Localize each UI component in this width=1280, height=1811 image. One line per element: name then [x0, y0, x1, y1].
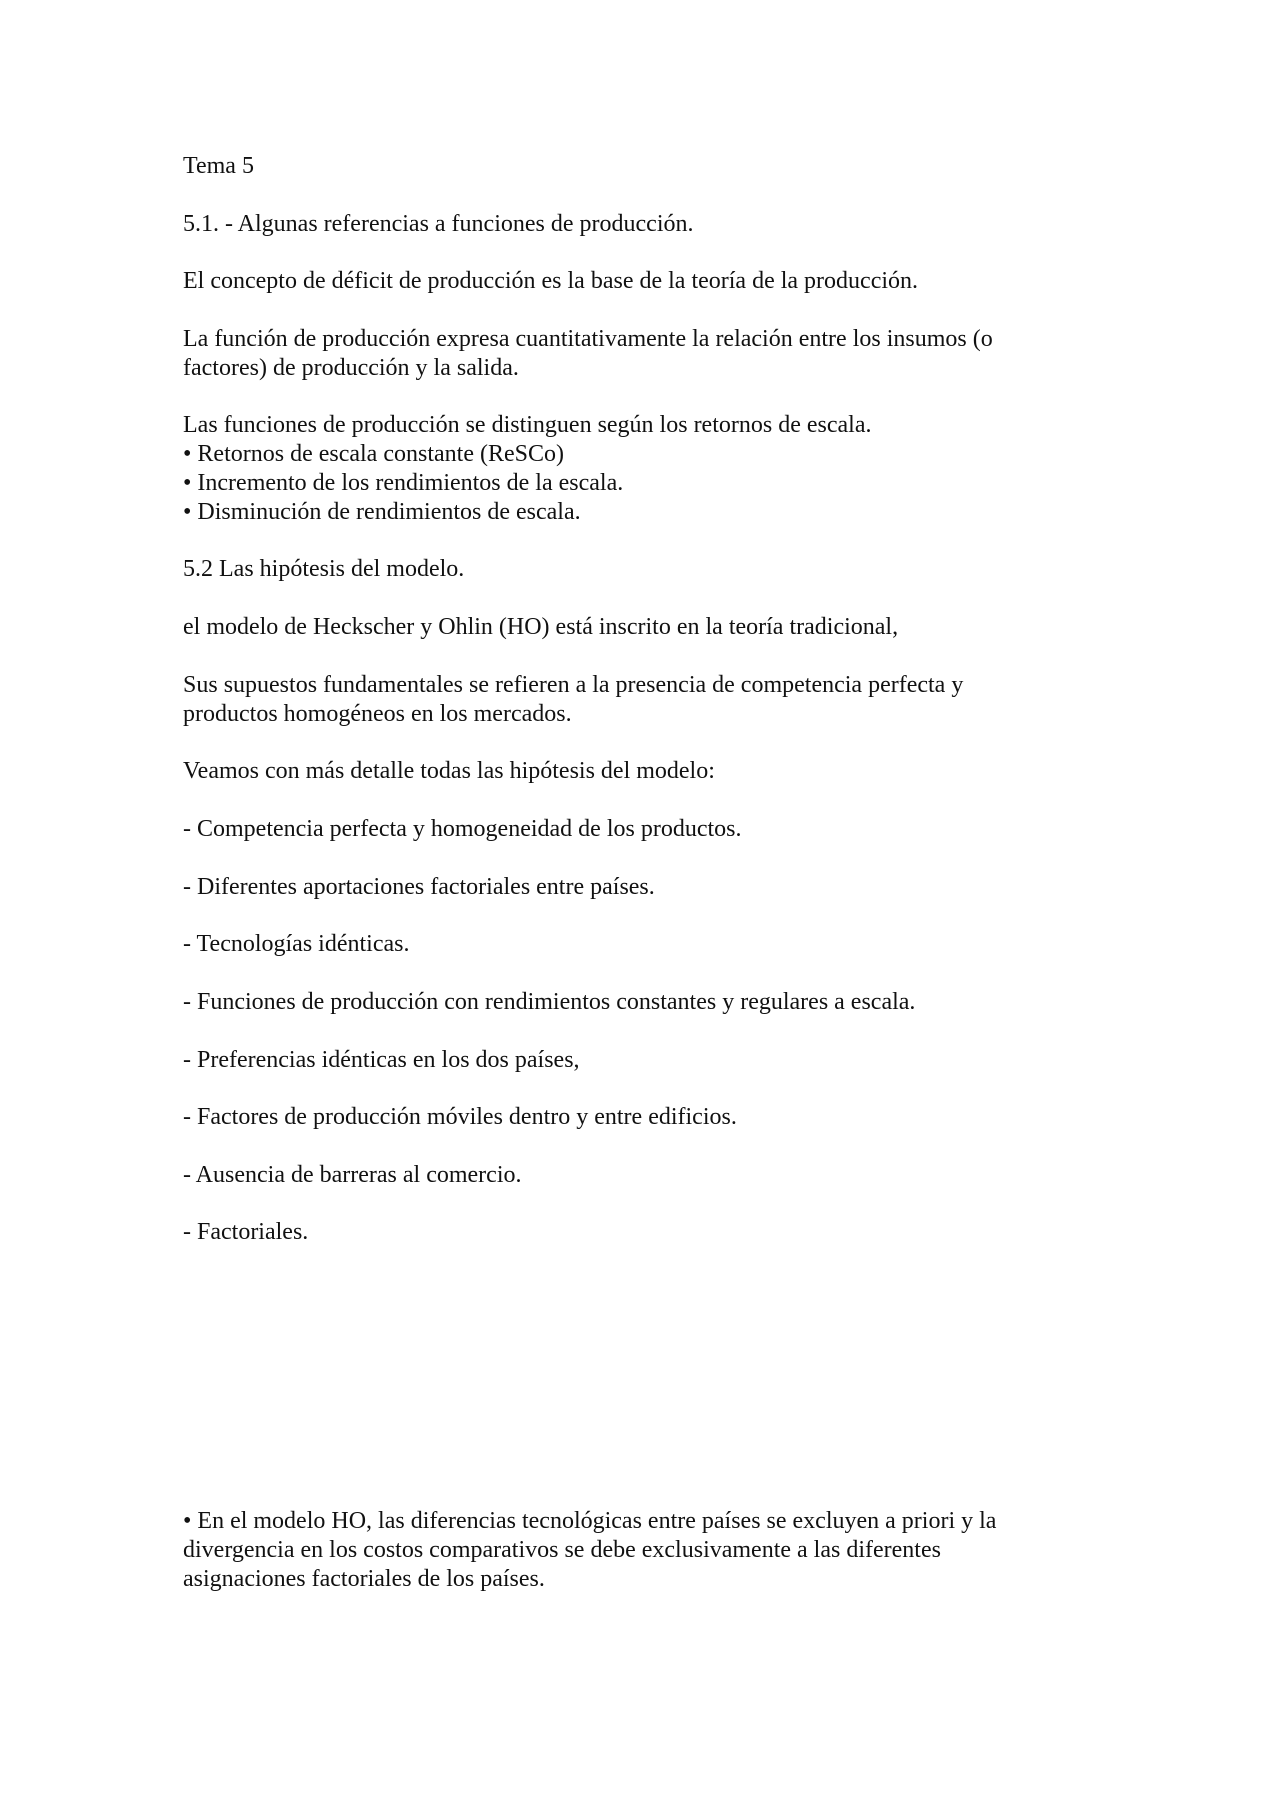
- section-5-1-paragraph-3: Las funciones de producción se distinguen según los retornos de escala.: [183, 412, 872, 438]
- section-5-2-paragraph-2-line-1: Sus supuestos fundamentales se refieren a la presencia de competencia perfecta y: [183, 672, 964, 698]
- final-note-line-2: divergencia en los costos comparativos se debe exclusivamente a las diferentes: [183, 1537, 941, 1563]
- section-5-2-paragraph-1: el modelo de Heckscher y Ohlin (HO) está inscrito en la teoría tradicional,: [183, 614, 899, 640]
- returns-bullet-3: • Disminución de rendimientos de escala.: [183, 499, 581, 525]
- hypothesis-item: - Funciones de producción con rendimientos constantes y regulares a escala.: [183, 989, 916, 1015]
- returns-bullet-2: • Incremento de los rendimientos de la escala.: [183, 470, 624, 496]
- section-5-1-paragraph-1: El concepto de déficit de producción es la base de la teoría de la producción.: [183, 268, 919, 294]
- hypothesis-item: - Competencia perfecta y homogeneidad de los productos.: [183, 816, 742, 842]
- section-5-1-heading: 5.1. - Algunas referencias a funciones de producción.: [183, 211, 694, 237]
- returns-bullet-1: • Retornos de escala constante (ReSCo): [183, 441, 564, 467]
- final-note-line-3: asignaciones factoriales de los países.: [183, 1566, 545, 1592]
- section-5-1-paragraph-2-line-1: La función de producción expresa cuantitativamente la relación entre los insumos (o: [183, 326, 993, 352]
- hypothesis-item: - Preferencias idénticas en los dos países,: [183, 1047, 580, 1073]
- hypothesis-item: - Diferentes aportaciones factoriales entre países.: [183, 874, 655, 900]
- hypothesis-item: - Factoriales.: [183, 1219, 309, 1245]
- document-title: Tema 5: [183, 153, 254, 179]
- hypothesis-item: - Tecnologías idénticas.: [183, 931, 410, 957]
- section-5-2-heading: 5.2 Las hipótesis del modelo.: [183, 556, 465, 582]
- hypothesis-item: - Ausencia de barreras al comercio.: [183, 1162, 522, 1188]
- hypothesis-item: - Factores de producción móviles dentro y entre edificios.: [183, 1104, 737, 1130]
- section-5-2-paragraph-3: Veamos con más detalle todas las hipótesis del modelo:: [183, 758, 715, 784]
- section-5-2-paragraph-2-line-2: productos homogéneos en los mercados.: [183, 701, 572, 727]
- section-5-1-paragraph-2-line-2: factores) de producción y la salida.: [183, 355, 519, 381]
- final-note-line-1: • En el modelo HO, las diferencias tecnológicas entre países se excluyen a priori y la: [183, 1508, 997, 1534]
